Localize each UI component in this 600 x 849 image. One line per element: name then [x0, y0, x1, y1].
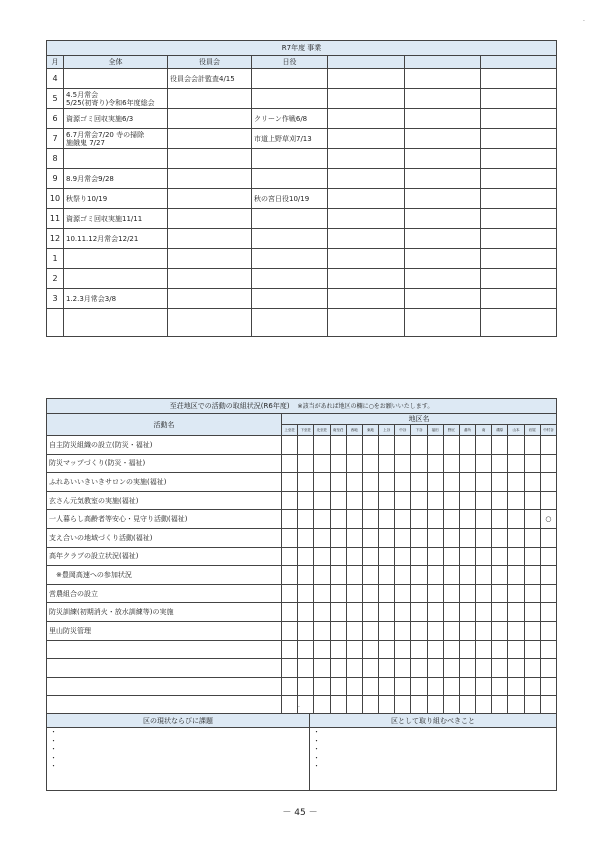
page-number: － 45 － — [282, 808, 318, 818]
schedule-row — [47, 269, 557, 289]
scan-dot: · — [583, 18, 585, 25]
schedule-cell-month: 1 — [47, 249, 64, 269]
schedule-cell-duty: 市道上野草刈7/13 — [252, 129, 328, 149]
schedule-row — [47, 229, 557, 249]
schedule-cell-all — [64, 149, 168, 169]
activity-name — [47, 659, 282, 678]
schedule-row — [47, 89, 557, 109]
activity-mark — [540, 659, 556, 678]
district-name: 北至荘 — [314, 425, 330, 436]
schedule-cell-officer — [168, 309, 252, 337]
activity-mark — [540, 696, 556, 715]
activity-row — [47, 510, 557, 529]
schedule-cell-duty — [252, 169, 328, 189]
district-name: 磯原 — [492, 425, 508, 436]
schedule-row — [47, 209, 557, 229]
schedule-cell-month: 7 — [47, 129, 64, 149]
activity-name: 一人暮らし高齢者等安心・見守り活動(福祉) — [47, 510, 282, 529]
schedule-cell-officer: 役員会会計監査4/15 — [168, 69, 252, 89]
activity-row — [47, 491, 557, 510]
issues-left-header: 区の現状ならびに課題 — [47, 714, 310, 728]
activity-name-header: 活動名 — [47, 414, 282, 436]
issues-right-cell — [310, 728, 557, 791]
district-name: 福田 — [427, 425, 443, 436]
activity-table — [46, 398, 557, 715]
schedule-cell-all: 4.5月常会 5/25(初寄り)令和6年度総会 — [64, 89, 168, 109]
district-name: 西地 — [346, 425, 362, 436]
schedule-cell-officer — [168, 249, 252, 269]
schedule-cell-all: 10.11.12月常会12/21 — [64, 229, 168, 249]
bullet: ・ — [50, 762, 57, 770]
activity-name — [47, 696, 282, 715]
activity-mark — [540, 677, 556, 696]
schedule-cell-all: 資源ゴミ回収実施11/11 — [64, 209, 168, 229]
activity-name: 里山防災管理 — [47, 621, 282, 640]
activity-mark: ○ — [540, 510, 556, 529]
schedule-cell-all — [64, 269, 168, 289]
bullet: ・ — [313, 762, 320, 770]
schedule-cell-all: 秋祭り10/19 — [64, 189, 168, 209]
district-name: 下谷 — [411, 425, 427, 436]
schedule-cell-officer — [168, 149, 252, 169]
schedule-cell-all — [64, 69, 168, 89]
schedule-cell-officer — [168, 89, 252, 109]
schedule-cell-month: 6 — [47, 109, 64, 129]
activity-name: 自主防災組織の設立(防災・福祉) — [47, 436, 282, 455]
district-name: 中谷 — [395, 425, 411, 436]
district-name: 山本 — [508, 425, 524, 436]
schedule-cell-duty — [252, 309, 328, 337]
activity-row — [47, 566, 557, 585]
scan-dot: · — [298, 704, 300, 711]
activity-row — [47, 584, 557, 603]
bullet: ・ — [313, 753, 320, 762]
schedule-title: R7年度 事業 — [47, 41, 557, 56]
activity-mark — [540, 436, 556, 455]
activity-row — [47, 436, 557, 455]
schedule-cell-all — [64, 249, 168, 269]
schedule-cell-duty — [252, 89, 328, 109]
schedule-cell-month: 4 — [47, 69, 64, 89]
schedule-cell-officer — [168, 269, 252, 289]
district-name: 中村谷 — [540, 425, 556, 436]
activity-row — [47, 659, 557, 678]
schedule-cell-month — [47, 309, 64, 337]
activity-name: 営農組合の設立 — [47, 584, 282, 603]
bullet: ・ — [50, 728, 57, 736]
district-name: 東地 — [362, 425, 378, 436]
district-name: 番所 — [459, 425, 475, 436]
activity-mark — [540, 621, 556, 640]
schedule-row — [47, 69, 557, 89]
bullet: ・ — [313, 728, 320, 736]
activity-row — [47, 547, 557, 566]
activity-name: 支え合いの地域づくり活動(福祉) — [47, 528, 282, 547]
bullet: ・ — [50, 753, 57, 762]
schedule-cell-duty — [252, 249, 328, 269]
district-name: 上至荘 — [282, 425, 298, 436]
activity-row — [47, 528, 557, 547]
issues-table — [46, 713, 557, 791]
schedule-cell-month: 5 — [47, 89, 64, 109]
activity-title — [47, 399, 557, 414]
activity-name: ※豊岡高速への参加状況 — [47, 566, 282, 585]
activity-row — [47, 473, 557, 492]
activity-mark — [540, 454, 556, 473]
schedule-cell-duty: 秋の宮日役10/19 — [252, 189, 328, 209]
bullet: ・ — [313, 745, 320, 753]
activity-row — [47, 640, 557, 659]
bullet: ・ — [50, 745, 57, 753]
schedule-cell-all — [64, 309, 168, 337]
schedule-cell-officer — [168, 169, 252, 189]
bullet: ・ — [50, 736, 57, 745]
schedule-cell-all: 8.9月常会9/28 — [64, 169, 168, 189]
schedule-cell-month: 12 — [47, 229, 64, 249]
schedule-table — [46, 40, 557, 337]
schedule-cell-duty — [252, 229, 328, 249]
activity-mark — [540, 603, 556, 622]
activity-name: ふれあいいきいきサロンの実施(福祉) — [47, 473, 282, 492]
header-all: 全体 — [64, 56, 168, 69]
activity-mark — [540, 566, 556, 585]
activity-mark — [540, 473, 556, 492]
schedule-row — [47, 149, 557, 169]
schedule-cell-officer — [168, 129, 252, 149]
schedule-cell-all: 6.7月常会7/20 寺の掃除 施餓鬼 7/27 — [64, 129, 168, 149]
district-name: 南 — [476, 425, 492, 436]
schedule-cell-all: 1.2.3月常会3/8 — [64, 289, 168, 309]
schedule-row — [47, 289, 557, 309]
schedule-row — [47, 169, 557, 189]
district-name: 下至荘 — [298, 425, 314, 436]
schedule-cell-officer — [168, 189, 252, 209]
schedule-cell-duty — [252, 69, 328, 89]
schedule-cell-duty — [252, 209, 328, 229]
schedule-cell-officer — [168, 209, 252, 229]
schedule-cell-month: 3 — [47, 289, 64, 309]
header-duty: 日役 — [252, 56, 328, 69]
activity-mark — [540, 528, 556, 547]
activity-mark — [540, 547, 556, 566]
activity-title-text: 至荘地区での活動の取組状況(R6年度) — [169, 402, 290, 410]
activity-name: 高年クラブの設立状況(福祉) — [47, 547, 282, 566]
schedule-cell-officer — [168, 289, 252, 309]
schedule-cell-month: 9 — [47, 169, 64, 189]
schedule-row — [47, 309, 557, 337]
activity-mark — [540, 584, 556, 603]
schedule-row — [47, 189, 557, 209]
activity-note: ※該当があれば地区の欄に○をお願いいたします。 — [297, 403, 434, 410]
schedule-cell-duty — [252, 289, 328, 309]
schedule-row — [47, 129, 557, 149]
activity-row — [47, 603, 557, 622]
activity-row — [47, 454, 557, 473]
district-name: 南至荘 — [330, 425, 346, 436]
activity-row — [47, 696, 557, 715]
activity-row — [47, 677, 557, 696]
header-officer: 役員会 — [168, 56, 252, 69]
schedule-cell-officer — [168, 109, 252, 129]
activity-name — [47, 677, 282, 696]
schedule-row — [47, 249, 557, 269]
issues-right-header: 区として取り組むべきこと — [310, 714, 557, 728]
district-name: 岩屋 — [524, 425, 540, 436]
activity-name: 防災マップづくり(防災・福祉) — [47, 454, 282, 473]
schedule-cell-duty — [252, 269, 328, 289]
schedule-cell-officer — [168, 229, 252, 249]
activity-name — [47, 640, 282, 659]
schedule-cell-duty — [252, 149, 328, 169]
activity-name: 玄さん元気教室の実施(福祉) — [47, 491, 282, 510]
district-name: 野尻 — [443, 425, 459, 436]
activity-name: 防災訓練(初期消火・放水訓練等)の実施 — [47, 603, 282, 622]
activity-mark — [540, 640, 556, 659]
district-header: 地区名 — [282, 414, 557, 425]
schedule-row — [47, 109, 557, 129]
schedule-cell-month: 8 — [47, 149, 64, 169]
bullet: ・ — [313, 736, 320, 745]
issues-left-cell — [47, 728, 310, 791]
schedule-cell-month: 11 — [47, 209, 64, 229]
schedule-cell-month: 10 — [47, 189, 64, 209]
schedule-cell-all: 資源ゴミ回収実施6/3 — [64, 109, 168, 129]
activity-mark — [540, 491, 556, 510]
activity-row — [47, 621, 557, 640]
header-month: 月 — [47, 56, 64, 69]
schedule-cell-month: 2 — [47, 269, 64, 289]
schedule-cell-duty: クリーン作戦6/8 — [252, 109, 328, 129]
district-name: 上谷 — [379, 425, 395, 436]
